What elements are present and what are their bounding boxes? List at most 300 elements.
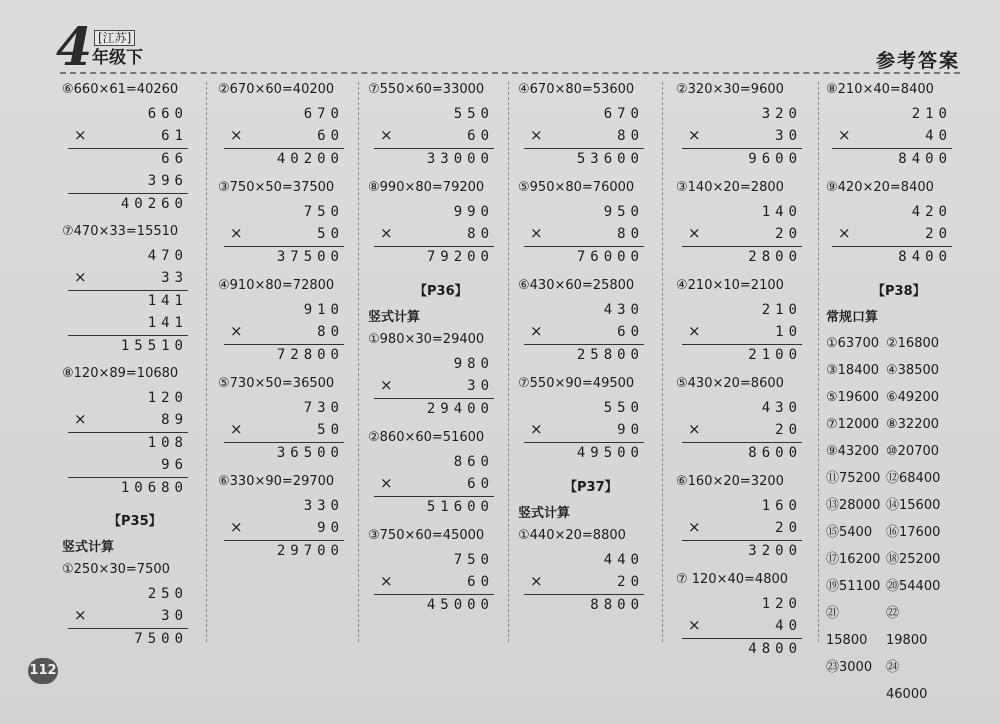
calc-row xyxy=(374,572,494,594)
multiply-sign: × xyxy=(530,126,543,144)
column-divider xyxy=(508,82,509,642)
multiply-sign: × xyxy=(838,126,851,144)
calc-digits: 470 xyxy=(147,248,188,264)
answer-list xyxy=(826,330,940,708)
calc-digits: 72800 xyxy=(276,347,344,363)
multiply-sign: × xyxy=(688,518,701,536)
calc-digits: 160 xyxy=(761,498,802,514)
calc-row xyxy=(224,518,344,540)
calc-row xyxy=(374,202,494,224)
calc-row xyxy=(68,149,188,171)
vertical-calculation xyxy=(374,452,494,519)
calc-row xyxy=(68,126,188,148)
answer-item: ⑨43200 xyxy=(826,444,880,459)
calc-row xyxy=(68,336,188,358)
calc-digits: 730 xyxy=(303,400,344,416)
answer-item: ㉓3000 xyxy=(826,660,873,675)
header-divider xyxy=(60,72,960,74)
calc-digits: 51600 xyxy=(426,499,494,515)
calc-row xyxy=(524,202,644,224)
multiply-sign: × xyxy=(688,616,701,634)
multiply-sign: × xyxy=(380,376,393,394)
calc-digits: 40 xyxy=(775,618,802,634)
calc-row xyxy=(374,474,494,496)
answer-pair xyxy=(826,357,940,384)
calc-digits: 396 xyxy=(147,173,188,189)
calc-row xyxy=(374,550,494,572)
calc-digits: 89 xyxy=(161,412,188,428)
calc-digits: 550 xyxy=(453,106,494,122)
equation: ④210×10=2100 xyxy=(676,278,784,293)
multiply-sign: × xyxy=(530,420,543,438)
equation: ⑧120×89=10680 xyxy=(62,366,179,381)
multiply-sign: × xyxy=(230,322,243,340)
calc-row xyxy=(682,224,802,246)
equation: ⑥430×60=25800 xyxy=(518,278,635,293)
equation: ⑥660×61=40260 xyxy=(62,82,179,97)
answer-pair xyxy=(826,546,940,573)
calc-digits: 670 xyxy=(603,106,644,122)
calc-digits: 30 xyxy=(161,608,188,624)
answer-item: ⑧32200 xyxy=(886,417,940,432)
equation: ⑦550×90=49500 xyxy=(518,376,635,391)
vertical-calculation xyxy=(682,398,802,465)
calc-row xyxy=(374,126,494,148)
vertical-calculation xyxy=(374,104,494,171)
calc-digits: 108 xyxy=(147,435,188,451)
equation: ⑤430×20=8600 xyxy=(676,376,784,391)
calc-row xyxy=(224,149,344,171)
calc-digits: 320 xyxy=(761,106,802,122)
calc-row xyxy=(524,550,644,572)
answer-item: ⑭15600 xyxy=(886,498,941,513)
equation: ③750×60=45000 xyxy=(368,528,485,543)
calc-row xyxy=(374,149,494,171)
calc-digits: 30 xyxy=(467,378,494,394)
calc-row xyxy=(682,345,802,367)
equation: ⑧990×80=79200 xyxy=(368,180,485,195)
equation: ④670×80=53600 xyxy=(518,82,635,97)
calc-row xyxy=(832,224,952,246)
calc-digits: 10680 xyxy=(120,480,188,496)
calc-row xyxy=(682,149,802,171)
calc-row xyxy=(524,126,644,148)
calc-digits: 96 xyxy=(161,457,188,473)
calc-row xyxy=(68,313,188,335)
multiply-sign: × xyxy=(530,572,543,590)
vertical-calculation xyxy=(224,300,344,367)
calc-row xyxy=(524,322,644,344)
multiply-sign: × xyxy=(530,224,543,242)
calc-row xyxy=(374,104,494,126)
section-label: 【P35】 xyxy=(108,514,162,529)
calc-row xyxy=(682,126,802,148)
calc-digits: 8400 xyxy=(898,151,952,167)
calc-row xyxy=(224,496,344,518)
calc-row xyxy=(224,443,344,465)
calc-row xyxy=(682,247,802,269)
subheading: 竖式计算 xyxy=(368,310,421,325)
answer-pair xyxy=(826,384,940,411)
calc-row xyxy=(224,398,344,420)
answer-item: ㉑15800 xyxy=(826,606,868,648)
answer-pair xyxy=(826,492,940,519)
subheading: 竖式计算 xyxy=(62,540,115,555)
calc-digits: 30 xyxy=(775,128,802,144)
calc-row xyxy=(374,452,494,474)
calc-row xyxy=(682,616,802,638)
calc-digits: 670 xyxy=(303,106,344,122)
equation: ②670×60=40200 xyxy=(218,82,335,97)
multiply-sign: × xyxy=(380,474,393,492)
equation: ⑤730×50=36500 xyxy=(218,376,335,391)
calc-digits: 33 xyxy=(161,270,188,286)
calc-digits: 80 xyxy=(617,128,644,144)
calc-digits: 210 xyxy=(911,106,952,122)
multiply-sign: × xyxy=(74,268,87,286)
vertical-calculation xyxy=(224,202,344,269)
multiply-sign: × xyxy=(530,322,543,340)
equation: ②320×30=9600 xyxy=(676,82,784,97)
calc-row xyxy=(682,398,802,420)
equation: ⑥160×20=3200 xyxy=(676,474,784,489)
multiply-sign: × xyxy=(380,224,393,242)
calc-row xyxy=(832,202,952,224)
calc-digits: 80 xyxy=(467,226,494,242)
answer-item: ⑥49200 xyxy=(886,390,940,405)
calc-digits: 750 xyxy=(453,552,494,568)
calc-digits: 29400 xyxy=(426,401,494,417)
vertical-calculation xyxy=(524,300,644,367)
equation: ⑤950×80=76000 xyxy=(518,180,635,195)
calc-row xyxy=(682,443,802,465)
equation: ⑥330×90=29700 xyxy=(218,474,335,489)
calc-digits: 60 xyxy=(467,476,494,492)
calc-row xyxy=(68,606,188,628)
calc-row xyxy=(682,104,802,126)
calc-digits: 990 xyxy=(453,204,494,220)
calc-digits: 45000 xyxy=(426,597,494,613)
section-label: 【P38】 xyxy=(872,284,926,299)
multiply-sign: × xyxy=(380,572,393,590)
equation: ⑦ 120×40=4800 xyxy=(676,572,789,587)
header xyxy=(0,0,1000,80)
answer-pair xyxy=(826,654,940,708)
calc-digits: 860 xyxy=(453,454,494,470)
calc-digits: 20 xyxy=(925,226,952,242)
calc-digits: 66 xyxy=(161,151,188,167)
calc-row xyxy=(68,478,188,500)
calc-row xyxy=(524,224,644,246)
calc-digits: 120 xyxy=(147,390,188,406)
calc-row xyxy=(524,345,644,367)
answer-pair xyxy=(826,465,940,492)
calc-row xyxy=(224,126,344,148)
answer-item: ⑱25200 xyxy=(886,552,941,567)
calc-row xyxy=(374,354,494,376)
grade-number: 4 xyxy=(56,17,93,78)
vertical-calculation xyxy=(524,202,644,269)
multiply-sign: × xyxy=(688,322,701,340)
calc-digits: 2100 xyxy=(748,347,802,363)
calc-digits: 53600 xyxy=(576,151,644,167)
calc-digits: 25800 xyxy=(576,347,644,363)
answer-item: ⑦12000 xyxy=(826,417,880,432)
answer-item: ㉔46000 xyxy=(886,660,928,702)
column-divider xyxy=(206,82,207,642)
multiply-sign: × xyxy=(230,518,243,536)
calc-row xyxy=(524,247,644,269)
calc-digits: 79200 xyxy=(426,249,494,265)
calc-digits: 20 xyxy=(775,520,802,536)
grade-logo xyxy=(56,17,166,78)
multiply-sign: × xyxy=(688,126,701,144)
calc-digits: 60 xyxy=(617,324,644,340)
answer-item: ⑬28000 xyxy=(826,498,881,513)
calc-row xyxy=(524,104,644,126)
calc-digits: 4800 xyxy=(748,641,802,657)
calc-row xyxy=(524,420,644,442)
section-label: 【P37】 xyxy=(564,480,618,495)
calc-digits: 10 xyxy=(775,324,802,340)
answer-item: ⑯17600 xyxy=(886,525,941,540)
calc-row xyxy=(832,247,952,269)
column-divider xyxy=(358,82,359,642)
calc-row xyxy=(682,496,802,518)
calc-digits: 660 xyxy=(147,106,188,122)
calc-digits: 3200 xyxy=(748,543,802,559)
calc-row xyxy=(224,420,344,442)
calc-digits: 20 xyxy=(617,574,644,590)
multiply-sign: × xyxy=(380,126,393,144)
vertical-calculation xyxy=(682,594,802,661)
calc-row xyxy=(224,104,344,126)
calc-digits: 910 xyxy=(303,302,344,318)
calc-digits: 20 xyxy=(775,422,802,438)
calc-row xyxy=(524,572,644,594)
answer-item: ①63700 xyxy=(826,336,880,351)
equation: ①250×30=7500 xyxy=(62,562,170,577)
answer-item: ③18400 xyxy=(826,363,880,378)
multiply-sign: × xyxy=(74,126,87,144)
calc-digits: 40200 xyxy=(276,151,344,167)
equation: ③750×50=37500 xyxy=(218,180,335,195)
answer-item: ⑮5400 xyxy=(826,525,873,540)
calc-row xyxy=(68,455,188,477)
vertical-calculation xyxy=(832,202,952,269)
calc-digits: 7500 xyxy=(134,631,188,647)
calc-row xyxy=(832,149,952,171)
calc-digits: 9600 xyxy=(748,151,802,167)
calc-row xyxy=(374,497,494,519)
calc-row xyxy=(68,388,188,410)
calc-row xyxy=(524,398,644,420)
calc-row xyxy=(524,443,644,465)
calc-digits: 49500 xyxy=(576,445,644,461)
multiply-sign: × xyxy=(688,224,701,242)
answer-item: ⑳54400 xyxy=(886,579,941,594)
column-divider xyxy=(662,82,663,642)
calc-row xyxy=(682,202,802,224)
calc-row xyxy=(224,247,344,269)
calc-digits: 90 xyxy=(317,520,344,536)
calc-row xyxy=(68,584,188,606)
vertical-calculation xyxy=(682,300,802,367)
multiply-sign: × xyxy=(230,126,243,144)
answer-pair xyxy=(826,600,940,654)
calc-digits: 60 xyxy=(467,128,494,144)
calc-digits: 210 xyxy=(761,302,802,318)
calc-digits: 440 xyxy=(603,552,644,568)
answer-item: ⑩20700 xyxy=(886,444,940,459)
equation: ⑦550×60=33000 xyxy=(368,82,485,97)
answer-item: ④38500 xyxy=(886,363,940,378)
answer-item: ㉒19800 xyxy=(886,606,928,648)
multiply-sign: × xyxy=(74,410,87,428)
vertical-calculation xyxy=(374,550,494,617)
calc-row xyxy=(524,595,644,617)
calc-digits: 140 xyxy=(761,204,802,220)
answer-item: ⑲51100 xyxy=(826,579,881,594)
vertical-calculation xyxy=(832,104,952,171)
multiply-sign: × xyxy=(74,606,87,624)
calc-row xyxy=(224,345,344,367)
calc-row xyxy=(374,376,494,398)
page-title: 参考答案 xyxy=(875,50,960,72)
vertical-calculation xyxy=(68,104,188,216)
calc-digits: 250 xyxy=(147,586,188,602)
calc-row xyxy=(224,224,344,246)
calc-row xyxy=(524,300,644,322)
calc-digits: 80 xyxy=(317,324,344,340)
vertical-calculation xyxy=(224,496,344,563)
calc-digits: 60 xyxy=(467,574,494,590)
calc-digits: 15510 xyxy=(120,338,188,354)
calc-row xyxy=(68,104,188,126)
equation: ⑦470×33=15510 xyxy=(62,224,179,239)
multiply-sign: × xyxy=(688,420,701,438)
calc-row xyxy=(832,104,952,126)
multiply-sign: × xyxy=(230,420,243,438)
calc-digits: 60 xyxy=(317,128,344,144)
calc-digits: 330 xyxy=(303,498,344,514)
multiply-sign: × xyxy=(838,224,851,242)
calc-row xyxy=(68,629,188,651)
calc-digits: 50 xyxy=(317,422,344,438)
answer-pair xyxy=(826,411,940,438)
calc-row xyxy=(224,541,344,563)
equation: ①440×20=8800 xyxy=(518,528,626,543)
answer-item: ⑰16200 xyxy=(826,552,881,567)
calc-row xyxy=(374,224,494,246)
answer-item: ⑫68400 xyxy=(886,471,941,486)
calc-digits: 40 xyxy=(925,128,952,144)
calc-digits: 8400 xyxy=(898,249,952,265)
calc-row xyxy=(682,300,802,322)
calc-digits: 430 xyxy=(761,400,802,416)
calc-row xyxy=(682,518,802,540)
vertical-calculation xyxy=(224,398,344,465)
calc-digits: 141 xyxy=(147,293,188,309)
vertical-calculation xyxy=(68,388,188,500)
answer-pair xyxy=(826,573,940,600)
answer-item: ⑪75200 xyxy=(826,471,881,486)
calc-digits: 980 xyxy=(453,356,494,372)
calc-digits: 430 xyxy=(603,302,644,318)
page-number: 112 xyxy=(28,658,58,684)
vertical-calculation xyxy=(682,104,802,171)
calc-row xyxy=(374,399,494,421)
calc-digits: 950 xyxy=(603,204,644,220)
calc-row xyxy=(374,595,494,617)
vertical-calculation xyxy=(224,104,344,171)
calc-digits: 40260 xyxy=(120,196,188,212)
answer-pair xyxy=(826,519,940,546)
calc-digits: 141 xyxy=(147,315,188,331)
vertical-calculation xyxy=(68,584,188,651)
answer-item: ②16800 xyxy=(886,336,940,351)
calc-digits: 90 xyxy=(617,422,644,438)
vertical-calculation xyxy=(524,104,644,171)
calc-row xyxy=(682,322,802,344)
calc-row xyxy=(682,420,802,442)
equation: ②860×60=51600 xyxy=(368,430,485,445)
calc-row xyxy=(524,149,644,171)
calc-digits: 37500 xyxy=(276,249,344,265)
calc-digits: 50 xyxy=(317,226,344,242)
calc-digits: 76000 xyxy=(576,249,644,265)
calc-row xyxy=(682,594,802,616)
calc-digits: 61 xyxy=(161,128,188,144)
vertical-calculation xyxy=(682,496,802,563)
calc-digits: 2800 xyxy=(748,249,802,265)
calc-digits: 550 xyxy=(603,400,644,416)
subheading: 竖式计算 xyxy=(518,506,571,521)
calc-row xyxy=(68,291,188,313)
calc-digits: 8600 xyxy=(748,445,802,461)
equation: ①980×30=29400 xyxy=(368,332,485,347)
equation: ④910×80=72800 xyxy=(218,278,335,293)
calc-row xyxy=(374,247,494,269)
vertical-calculation xyxy=(374,354,494,421)
calc-row xyxy=(68,194,188,216)
calc-digits: 33000 xyxy=(426,151,494,167)
vertical-calculation xyxy=(524,550,644,617)
calc-row xyxy=(682,541,802,563)
calc-row xyxy=(224,202,344,224)
calc-digits: 36500 xyxy=(276,445,344,461)
calc-digits: 20 xyxy=(775,226,802,242)
grade-text: 年级下 xyxy=(92,48,143,68)
multiply-sign: × xyxy=(230,224,243,242)
equation: ⑧210×40=8400 xyxy=(826,82,934,97)
calc-row xyxy=(68,433,188,455)
calc-row xyxy=(68,246,188,268)
province-tag: [江苏] xyxy=(94,30,135,46)
answer-pair xyxy=(826,330,940,357)
calc-digits: 8800 xyxy=(590,597,644,613)
column-divider xyxy=(818,82,819,642)
calc-row xyxy=(224,300,344,322)
answer-item: ⑤19600 xyxy=(826,390,880,405)
vertical-calculation xyxy=(682,202,802,269)
answer-pair xyxy=(826,438,940,465)
equation: ③140×20=2800 xyxy=(676,180,784,195)
calc-digits: 750 xyxy=(303,204,344,220)
calc-row xyxy=(682,639,802,661)
calc-digits: 120 xyxy=(761,596,802,612)
calc-row xyxy=(832,126,952,148)
